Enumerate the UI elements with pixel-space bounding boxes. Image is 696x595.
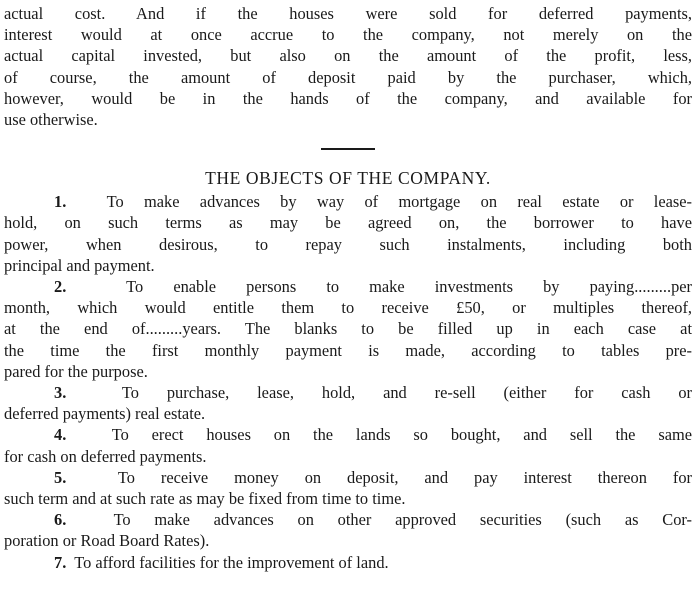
object-item-7 xyxy=(4,552,692,573)
object-text: To make advances on other approved securities (such as Cor- xyxy=(113,510,692,530)
object-line xyxy=(4,276,692,297)
object-line: such term and at such rate as may be fixed from time to time. xyxy=(4,489,406,509)
object-line xyxy=(4,467,692,488)
object-number: 5. xyxy=(54,467,67,487)
intro-line: actual cost. And if the houses were sold for deferred payments, xyxy=(4,4,692,23)
intro-line: however, would be in the hands of the company, and available for xyxy=(4,88,692,108)
object-line xyxy=(4,382,692,403)
object-line: month, which would entitle them to receive £50, or multiples thereof, xyxy=(4,298,692,318)
object-line: principal and payment. xyxy=(4,255,155,275)
object-line: hold, on such terms as may be agreed on, the borrower to have xyxy=(4,213,692,233)
object-number: 3. xyxy=(54,383,67,403)
object-item-6 xyxy=(4,509,692,551)
object-text: To afford facilities for the improvement of land. xyxy=(74,552,389,572)
object-line: power, when desirous, to repay such instalments, including both xyxy=(4,234,692,254)
object-number: 1. xyxy=(54,192,67,212)
object-item-5 xyxy=(4,467,692,509)
intro-paragraph xyxy=(4,3,692,130)
object-line: poration or Road Board Rates). xyxy=(4,531,210,551)
object-line: the time the first monthly payment is made, according to tables pre- xyxy=(4,340,692,360)
object-line xyxy=(4,191,692,212)
object-line xyxy=(4,424,692,445)
intro-line: use otherwise. xyxy=(4,110,98,130)
object-item-4 xyxy=(4,424,692,466)
object-line xyxy=(4,509,692,530)
object-number: 7. xyxy=(54,552,67,572)
section-divider xyxy=(321,148,375,150)
document-page xyxy=(4,0,692,573)
object-line: pared for the purpose. xyxy=(4,361,148,381)
object-text: To erect houses on the lands so bought, and sell the same xyxy=(111,425,692,445)
object-number: 2. xyxy=(54,277,67,297)
intro-line: interest would at once accrue to the company, not merely on the xyxy=(4,25,692,45)
object-line: deferred payments) real estate. xyxy=(4,404,206,424)
object-item-1 xyxy=(4,191,692,276)
object-item-2 xyxy=(4,276,692,382)
object-number: 6. xyxy=(54,510,67,530)
object-text: To make advances by way of mortgage on real estate or lease- xyxy=(106,192,693,212)
object-line: at the end of.........years. The blanks to be filled up in each case at xyxy=(4,319,692,339)
object-item-3 xyxy=(4,382,692,424)
section-heading: THE OBJECTS OF THE COMPANY. xyxy=(205,168,491,189)
intro-line: of course, the amount of deposit paid by the purchaser, which, xyxy=(4,67,692,87)
object-line: for cash on deferred payments. xyxy=(4,446,207,466)
object-text: To receive money on deposit, and pay interest thereon for xyxy=(117,467,692,487)
object-text: To enable persons to make investments by paying.........per xyxy=(126,277,692,297)
object-line xyxy=(4,552,692,573)
intro-line: actual capital invested, but also on the amount of the profit, less, xyxy=(4,46,692,66)
object-number: 4. xyxy=(54,425,67,445)
object-text: To purchase, lease, hold, and re-sell (either for cash or xyxy=(121,383,692,403)
